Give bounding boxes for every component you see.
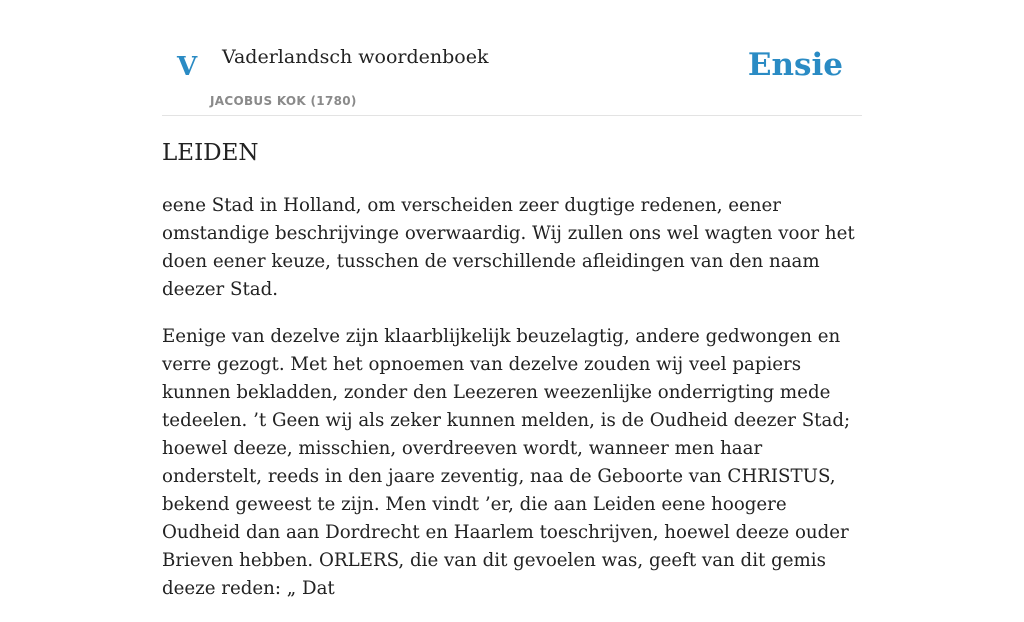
book-author: JACOBUS KOK (1780) bbox=[210, 94, 357, 108]
entry-paragraph: Eenige van dezelve zijn klaarblijkelijk beuzelagtig, andere gedwongen en verre gezogt. Met het opnoemen van dezelve zouden wij veel papiers kunnen bekladden, zonder den Leezeren weezenlijke onderrigting mede tedeelen. ’t Geen wij als zeker kunnen melden, is de Oudheid deezer Stad; hoewel deeze, misschien, overdreeven wordt, wanneer men haar onderstelt, reeds in den jaare zeventig, naa de Geboorte van CHRISTUS, bekend geweest te zijn. Men vindt ’er, die aan Leiden eene hoogere Oudheid dan aan Dordrecht en Haarlem toeschrijven, hoewel deeze ouder Brieven hebben. ORLERS, die van dit gevoelen was, geeft van dit gemis deeze reden: „ Dat bbox=[162, 326, 851, 599]
entry-paragraph: eene Stad in Holland, om verscheiden zeer dugtige redenen, eener omstandige beschrijvinge overwaardig. Wij zullen ons wel wagten voor het doen eener keuze, tusschen de verschillende afleidingen van den naam deezer Stad. bbox=[162, 195, 855, 300]
entry-title: LEIDEN bbox=[162, 140, 259, 166]
ensie-logo-link[interactable]: Ensie bbox=[747, 47, 843, 83]
book-letter-badge[interactable]: V bbox=[177, 52, 198, 82]
book-header bbox=[162, 0, 862, 116]
book-title-link[interactable]: Vaderlandsch woordenboek bbox=[222, 46, 489, 68]
entry-body bbox=[162, 192, 867, 622]
